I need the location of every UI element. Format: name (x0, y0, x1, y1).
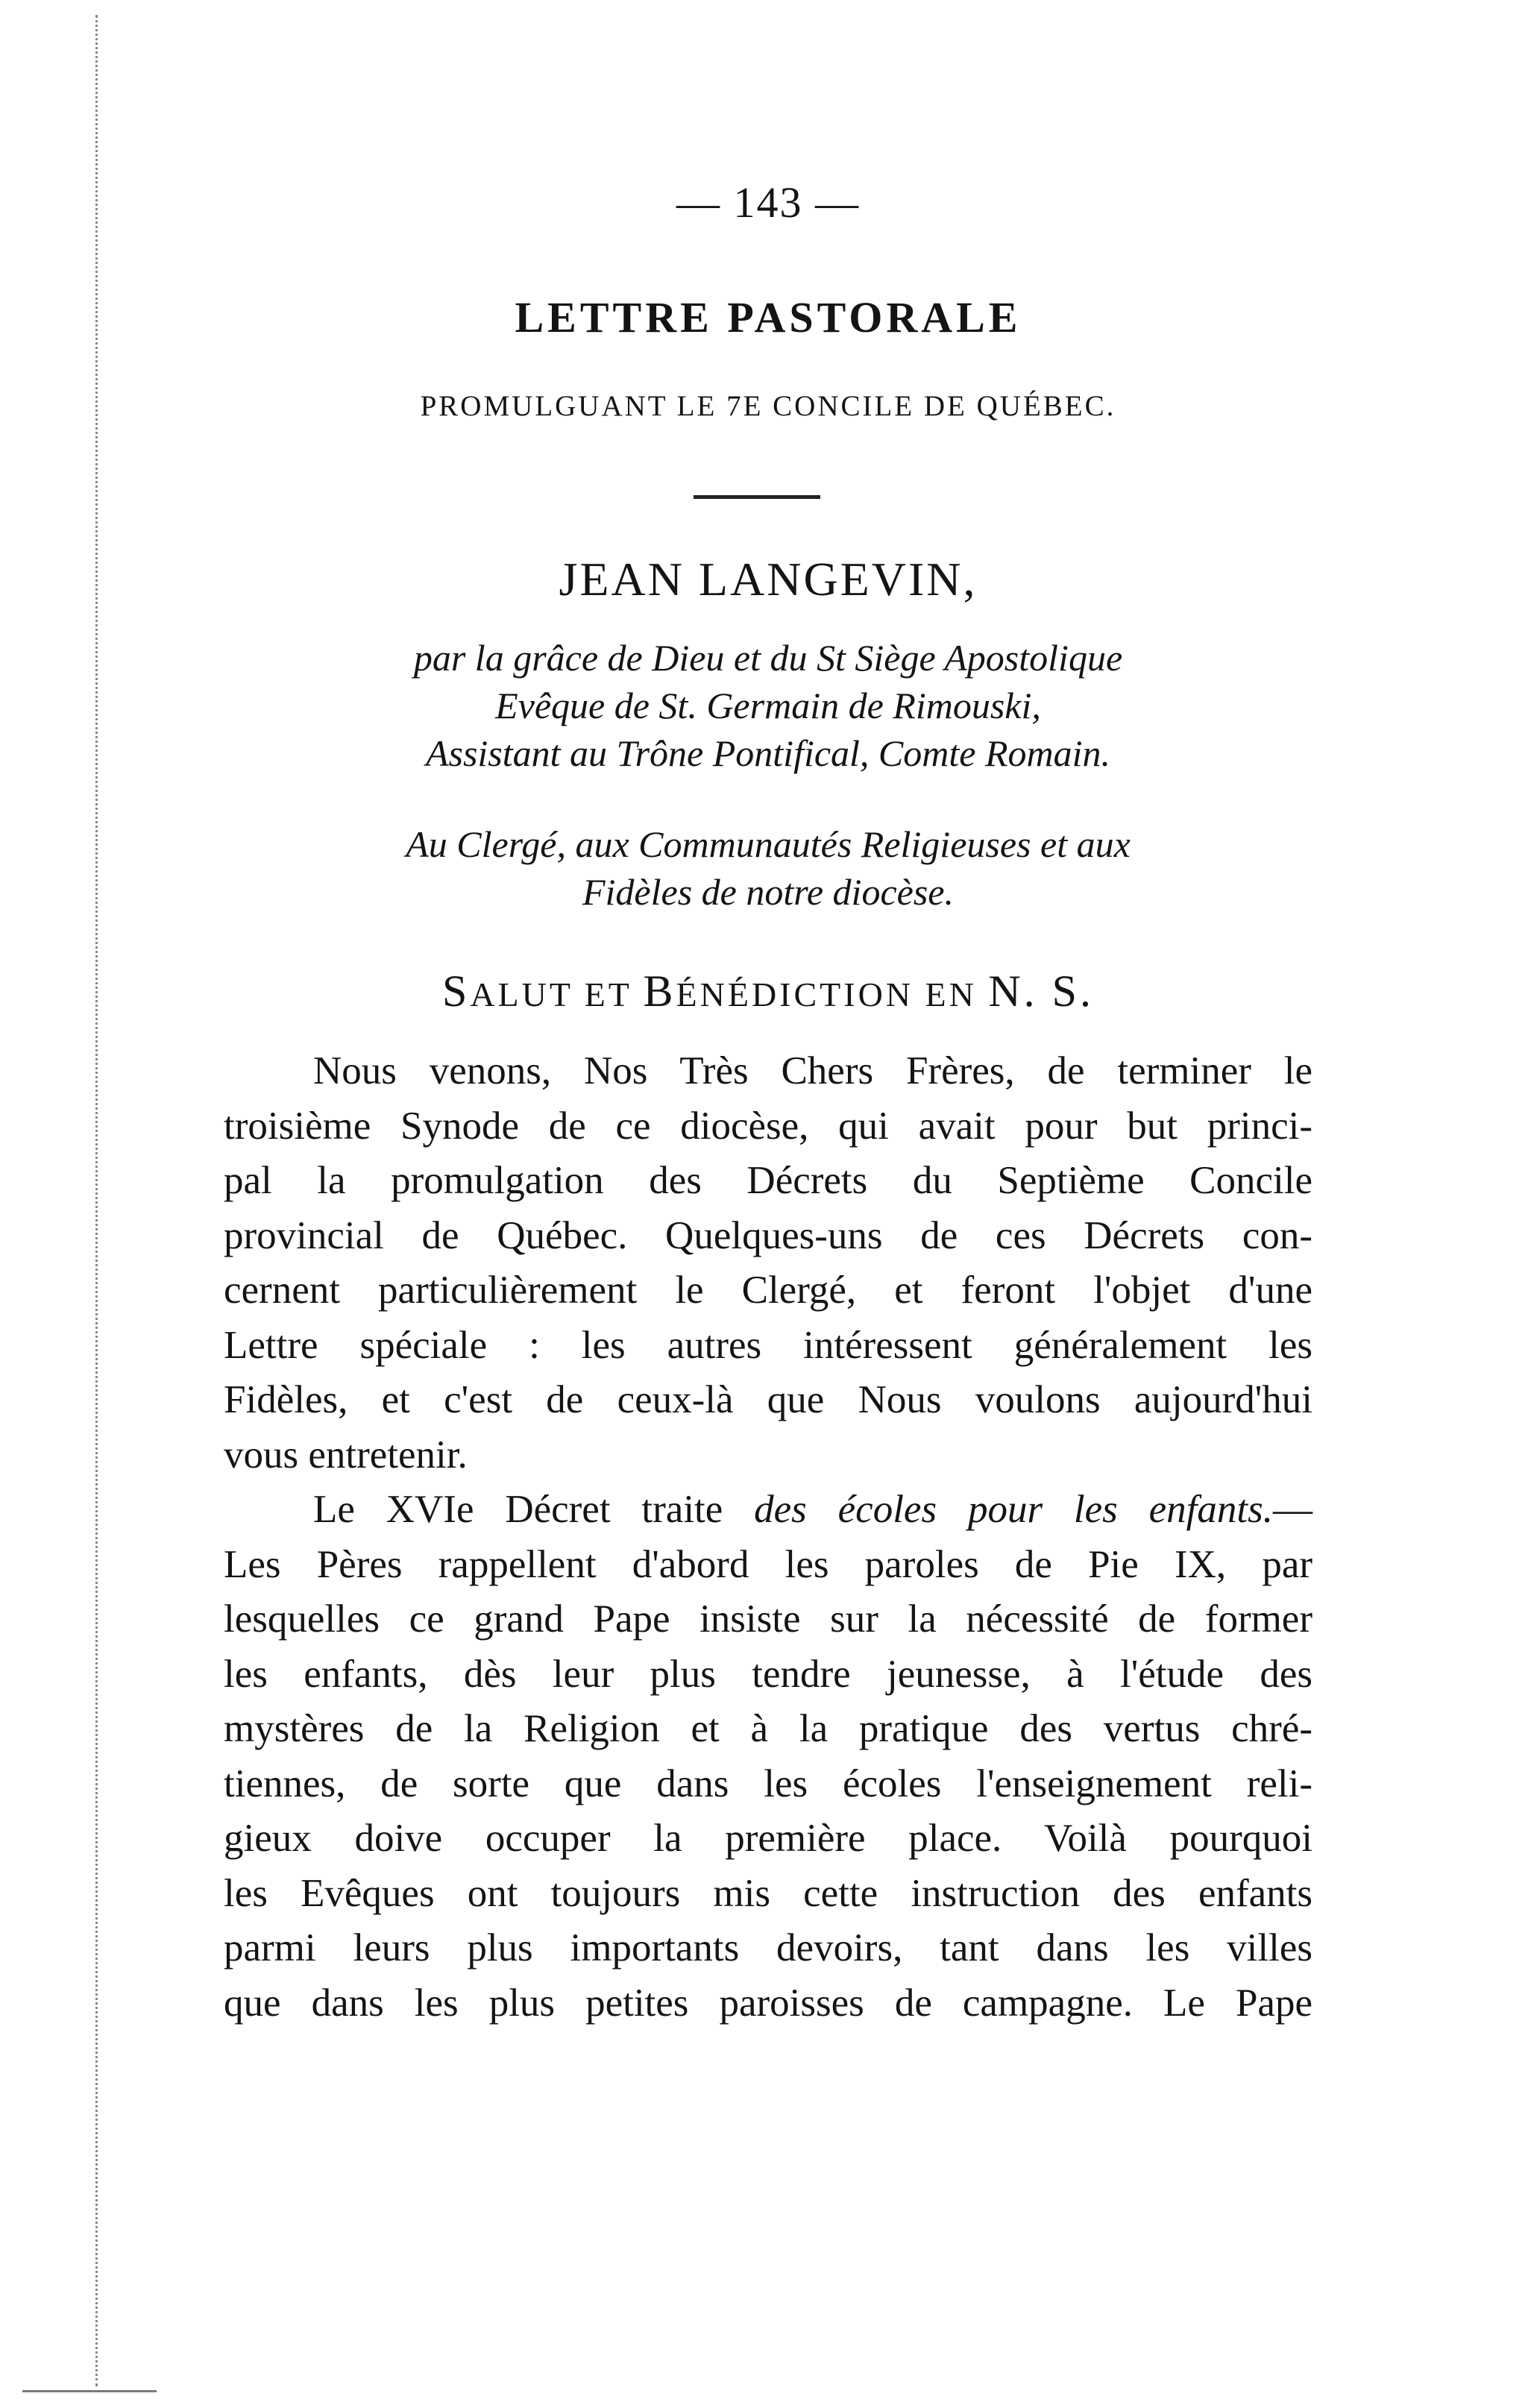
bishop-title-line: par la grâce de Dieu et du St Siège Apostolique (413, 637, 1123, 679)
letter-body (224, 1044, 1312, 2031)
text-fragment: Le XVIe Décret traite (313, 1488, 755, 1531)
binding-edge-base (22, 2390, 157, 2392)
text-line: Les Pères rappellent d'abord les paroles de Pie IX, par (224, 1542, 1312, 1586)
divider-rule (694, 495, 820, 499)
bishop-title-line: Evêque de St. Germain de Rimouski, (495, 685, 1041, 726)
text-line: pal la promulgation des Décrets du Septième Concile (224, 1159, 1312, 1202)
text-line: Fidèles, et c'est de ceux-là que Nous voulons aujourd'hui (224, 1378, 1312, 1421)
address-line: Au Clergé, aux Communautés Religieuses et aux (406, 823, 1131, 865)
italic-phrase: des écoles pour les enfants. (754, 1488, 1274, 1531)
text-line: cernent particulièrement le Clergé, et feront l'objet d'une (224, 1269, 1312, 1312)
text-line: que dans les plus petites paroisses de campagne. Le Pape (224, 1981, 1312, 2025)
text-line: les enfants, dès leur plus tendre jeunesse, à l'étude des (224, 1652, 1312, 1696)
address-block (224, 820, 1312, 916)
text-line: lesquelles ce grand Pape insiste sur la nécessité de former (224, 1597, 1312, 1641)
bishop-titles (224, 634, 1312, 777)
text-fragment: — (1273, 1488, 1313, 1531)
paragraph-2 (224, 1483, 1312, 2031)
salutation-text: ALUT ET (470, 975, 644, 1013)
text-line: Nous venons, Nos Très Chers Frères, de terminer le (313, 1049, 1312, 1093)
salutation-cap: S (441, 966, 471, 1016)
text-line: vous entretenir. (224, 1433, 468, 1477)
page-number: — 143 — (676, 178, 860, 227)
text-line: troisième Synode de ce diocèse, qui avait pour but princi- (224, 1104, 1312, 1148)
salutation-cap: B (643, 966, 676, 1016)
book-page (224, 0, 1312, 2408)
text-line (224, 1483, 1312, 1538)
document-title: LETTRE PASTORALE (515, 293, 1022, 342)
address-line: Fidèles de notre diocèse. (582, 871, 954, 913)
text-line: parmi leurs plus importants devoirs, tant dans les villes (224, 1926, 1312, 1970)
text-line: Lettre spéciale : les autres intéressent généralement les (224, 1323, 1312, 1367)
binding-edge (95, 15, 142, 2386)
salutation-text: ÉNÉDICTION EN (676, 975, 989, 1013)
text-line: les Evêques ont toujours mis cette instruction des enfants (224, 1871, 1312, 1915)
text-line: mystères de la Religion et à la pratique des vertus chré- (224, 1707, 1312, 1750)
document-subtitle: PROMULGUANT LE 7E CONCILE DE QUÉBEC. (420, 390, 1116, 422)
text-line: tiennes, de sorte que dans les écoles l'enseignement reli- (224, 1761, 1312, 1805)
paragraph-1 (224, 1044, 1312, 1483)
bishop-title-line: Assistant au Trône Pontifical, Comte Romain. (425, 732, 1111, 774)
bishop-name: JEAN LANGEVIN, (559, 553, 978, 606)
salutation-tail: N. S. (988, 966, 1095, 1016)
text-line: gieux doive occuper la première place. Voilà pourquoi (224, 1817, 1312, 1860)
text-line: provincial de Québec. Quelques-uns de ces Décrets con- (224, 1213, 1312, 1257)
salutation (224, 966, 1312, 1017)
